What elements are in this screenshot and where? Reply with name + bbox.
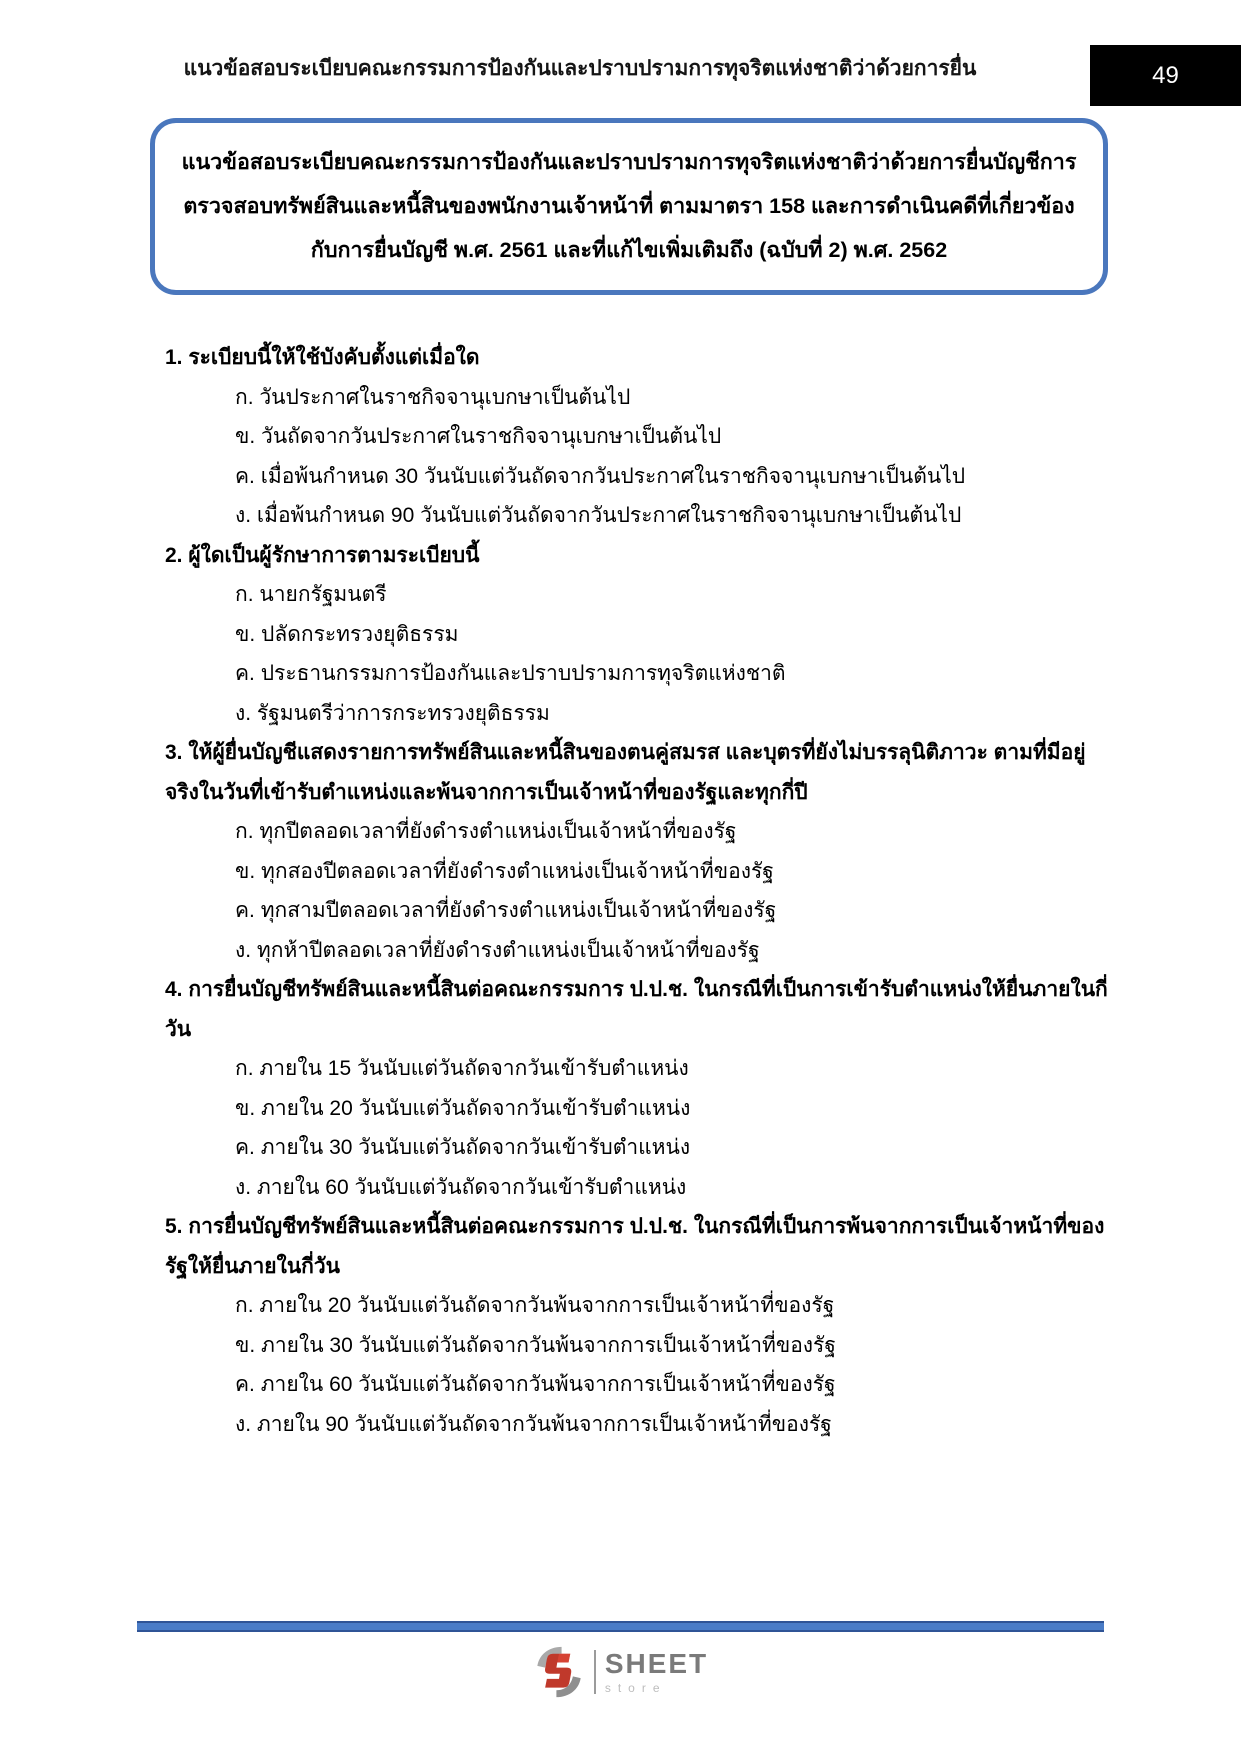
question-5-choice-b: ข. ภายใน 30 วันนับแต่วันถัดจากวันพ้นจากการเป็นเจ้าหน้าที่ของรัฐ (235, 1333, 836, 1357)
page-number-badge (1090, 45, 1241, 106)
question-3-choice-d: ง. ทุกห้าปีตลอดเวลาที่ยังดำรงตำแหน่งเป็นเจ้าหน้าที่ของรัฐ (235, 938, 760, 962)
question-text: ระเบียบนี้ให้ใช้บังคับตั้งแต่เมื่อใด (188, 346, 480, 369)
question-4-heading (165, 970, 1115, 1049)
question-3-heading (165, 733, 1115, 812)
question-1-choice-c: ค. เมื่อพ้นกำหนด 30 วันนับแต่วันถัดจากวันประกาศในราชกิจจานุเบกษาเป็นต้นไป (235, 464, 966, 488)
question-1-heading (165, 338, 1115, 378)
question-5 (165, 1207, 1115, 1444)
question-number: 2. (165, 543, 183, 567)
question-4-choice-c: ค. ภายใน 30 วันนับแต่วันถัดจากวันเข้ารับตำแหน่ง (235, 1136, 691, 1159)
title-line-3: กับการยื่นบัญชี พ.ศ. 2561 และที่แก้ไขเพิ่มเติมถึง (ฉบับที่ 2) พ.ศ. 2562 (310, 238, 948, 262)
question-5-choice-c: ค. ภายใน 60 วันนับแต่วันถัดจากวันพ้นจากการเป็นเจ้าหน้าที่ของรัฐ (235, 1373, 836, 1396)
question-1-choice-d: ง. เมื่อพ้นกำหนด 90 วันนับแต่วันถัดจากวันประกาศในราชกิจจานุเบกษาเป็นต้นไป (235, 504, 962, 527)
page-header-title: แนวข้อสอบระเบียบคณะกรรมการป้องกันและปราบปรามการทุจริตแห่งชาติว่าด้วยการยื่น (183, 57, 977, 80)
exam-title-box (150, 118, 1108, 295)
title-line-1: แนวข้อสอบระเบียบคณะกรรมการป้องกันและปราบปรามการทุจริตแห่งชาติว่าด้วยการยื่นบัญชีการ (181, 150, 1077, 174)
question-text: การยื่นบัญชีทรัพย์สินและหนี้สินต่อคณะกรรมการ ป.ป.ช. ในกรณีที่เป็นการพ้นจากการเป็นเจ้าหน้าที่ของรัฐให้ยื่นภายในกี่วัน (165, 1215, 1105, 1278)
question-number: 1. (165, 346, 183, 369)
question-3-choice-b: ข. ทุกสองปีตลอดเวลาที่ยังดำรงตำแหน่งเป็นเจ้าหน้าที่ของรัฐ (235, 859, 774, 883)
question-3-choice-c: ค. ทุกสามปีตลอดเวลาที่ยังดำรงตำแหน่งเป็นเจ้าหน้าที่ของรัฐ (235, 899, 777, 922)
logo-text (605, 1650, 708, 1694)
question-4 (165, 970, 1115, 1207)
question-2-choice-c: ค. ประธานกรรมการป้องกันและปราบปรามการทุจริตแห่งชาติ (235, 662, 786, 685)
sheet-store-s-icon (533, 1646, 585, 1698)
question-2-choice-d: ง. รัฐมนตรีว่าการกระทรวงยุติธรรม (235, 701, 550, 725)
question-2 (165, 536, 1115, 734)
questions-section (165, 338, 1115, 1444)
logo-divider (594, 1650, 596, 1694)
question-number: 5. (165, 1215, 183, 1238)
question-5-heading (165, 1207, 1115, 1286)
footer-divider-bar (137, 1621, 1104, 1632)
question-text: การยื่นบัญชีทรัพย์สินและหนี้สินต่อคณะกรรมการ ป.ป.ช. ในกรณีที่เป็นการเข้ารับตำแหน่งให้ยื่นภายในกี่วัน (165, 978, 1108, 1041)
question-2-heading (165, 536, 1115, 576)
title-line-2: ตรวจสอบทรัพย์สินและหนี้สินของพนักงานเจ้าหน้าที่ ตามมาตรา 158 และการดำเนินคดีที่เกี่ยวข้อง (183, 194, 1075, 218)
question-4-choice-d: ง. ภายใน 60 วันนับแต่วันถัดจากวันเข้ารับตำแหน่ง (235, 1175, 687, 1199)
question-4-choice-a: ก. ภายใน 15 วันนับแต่วันถัดจากวันเข้ารับตำแหน่ง (235, 1057, 689, 1080)
logo-brand-subtitle: store (604, 1681, 667, 1695)
question-2-choice-a: ก. นายกรัฐมนตรี (235, 583, 387, 606)
question-3 (165, 733, 1115, 970)
question-5-choice-a: ก. ภายใน 20 วันนับแต่วันถัดจากวันพ้นจากการเป็นเจ้าหน้าที่ของรัฐ (235, 1294, 835, 1317)
logo-brand-name: SHEET (604, 1648, 709, 1679)
question-1 (165, 338, 1115, 536)
question-1-choice-b: ข. วันถัดจากวันประกาศในราชกิจจานุเบกษาเป็นต้นไป (235, 425, 722, 448)
page-number: 49 (1152, 61, 1179, 89)
question-number: 4. (165, 978, 183, 1001)
question-5-choice-d: ง. ภายใน 90 วันนับแต่วันถัดจากวันพ้นจากการเป็นเจ้าหน้าที่ของรัฐ (235, 1412, 832, 1436)
question-text: ให้ผู้ยื่นบัญชีแสดงรายการทรัพย์สินและหนี้สินของตนคู่สมรส และบุตรที่ยังไม่บรรลุนิติภาวะ ตามที่มีอยู่จริงในวันที่เข้ารับตำแหน่งและพ้นจากการเป็นเจ้าหน้าที่ของรัฐและทุกกี่ปี (165, 741, 1086, 804)
question-text: ผู้ใดเป็นผู้รักษาการตามระเบียบนี้ (188, 543, 480, 567)
question-number: 3. (165, 741, 183, 764)
question-4-choice-b: ข. ภายใน 20 วันนับแต่วันถัดจากวันเข้ารับตำแหน่ง (235, 1096, 691, 1120)
question-1-choice-a: ก. วันประกาศในราชกิจจานุเบกษาเป็นต้นไป (235, 385, 631, 409)
question-3-choice-a: ก. ทุกปีตลอดเวลาที่ยังดำรงตำแหน่งเป็นเจ้าหน้าที่ของรัฐ (235, 820, 737, 843)
sheet-store-logo (0, 1646, 1241, 1698)
question-2-choice-b: ข. ปลัดกระทรวงยุติธรรม (235, 622, 459, 646)
